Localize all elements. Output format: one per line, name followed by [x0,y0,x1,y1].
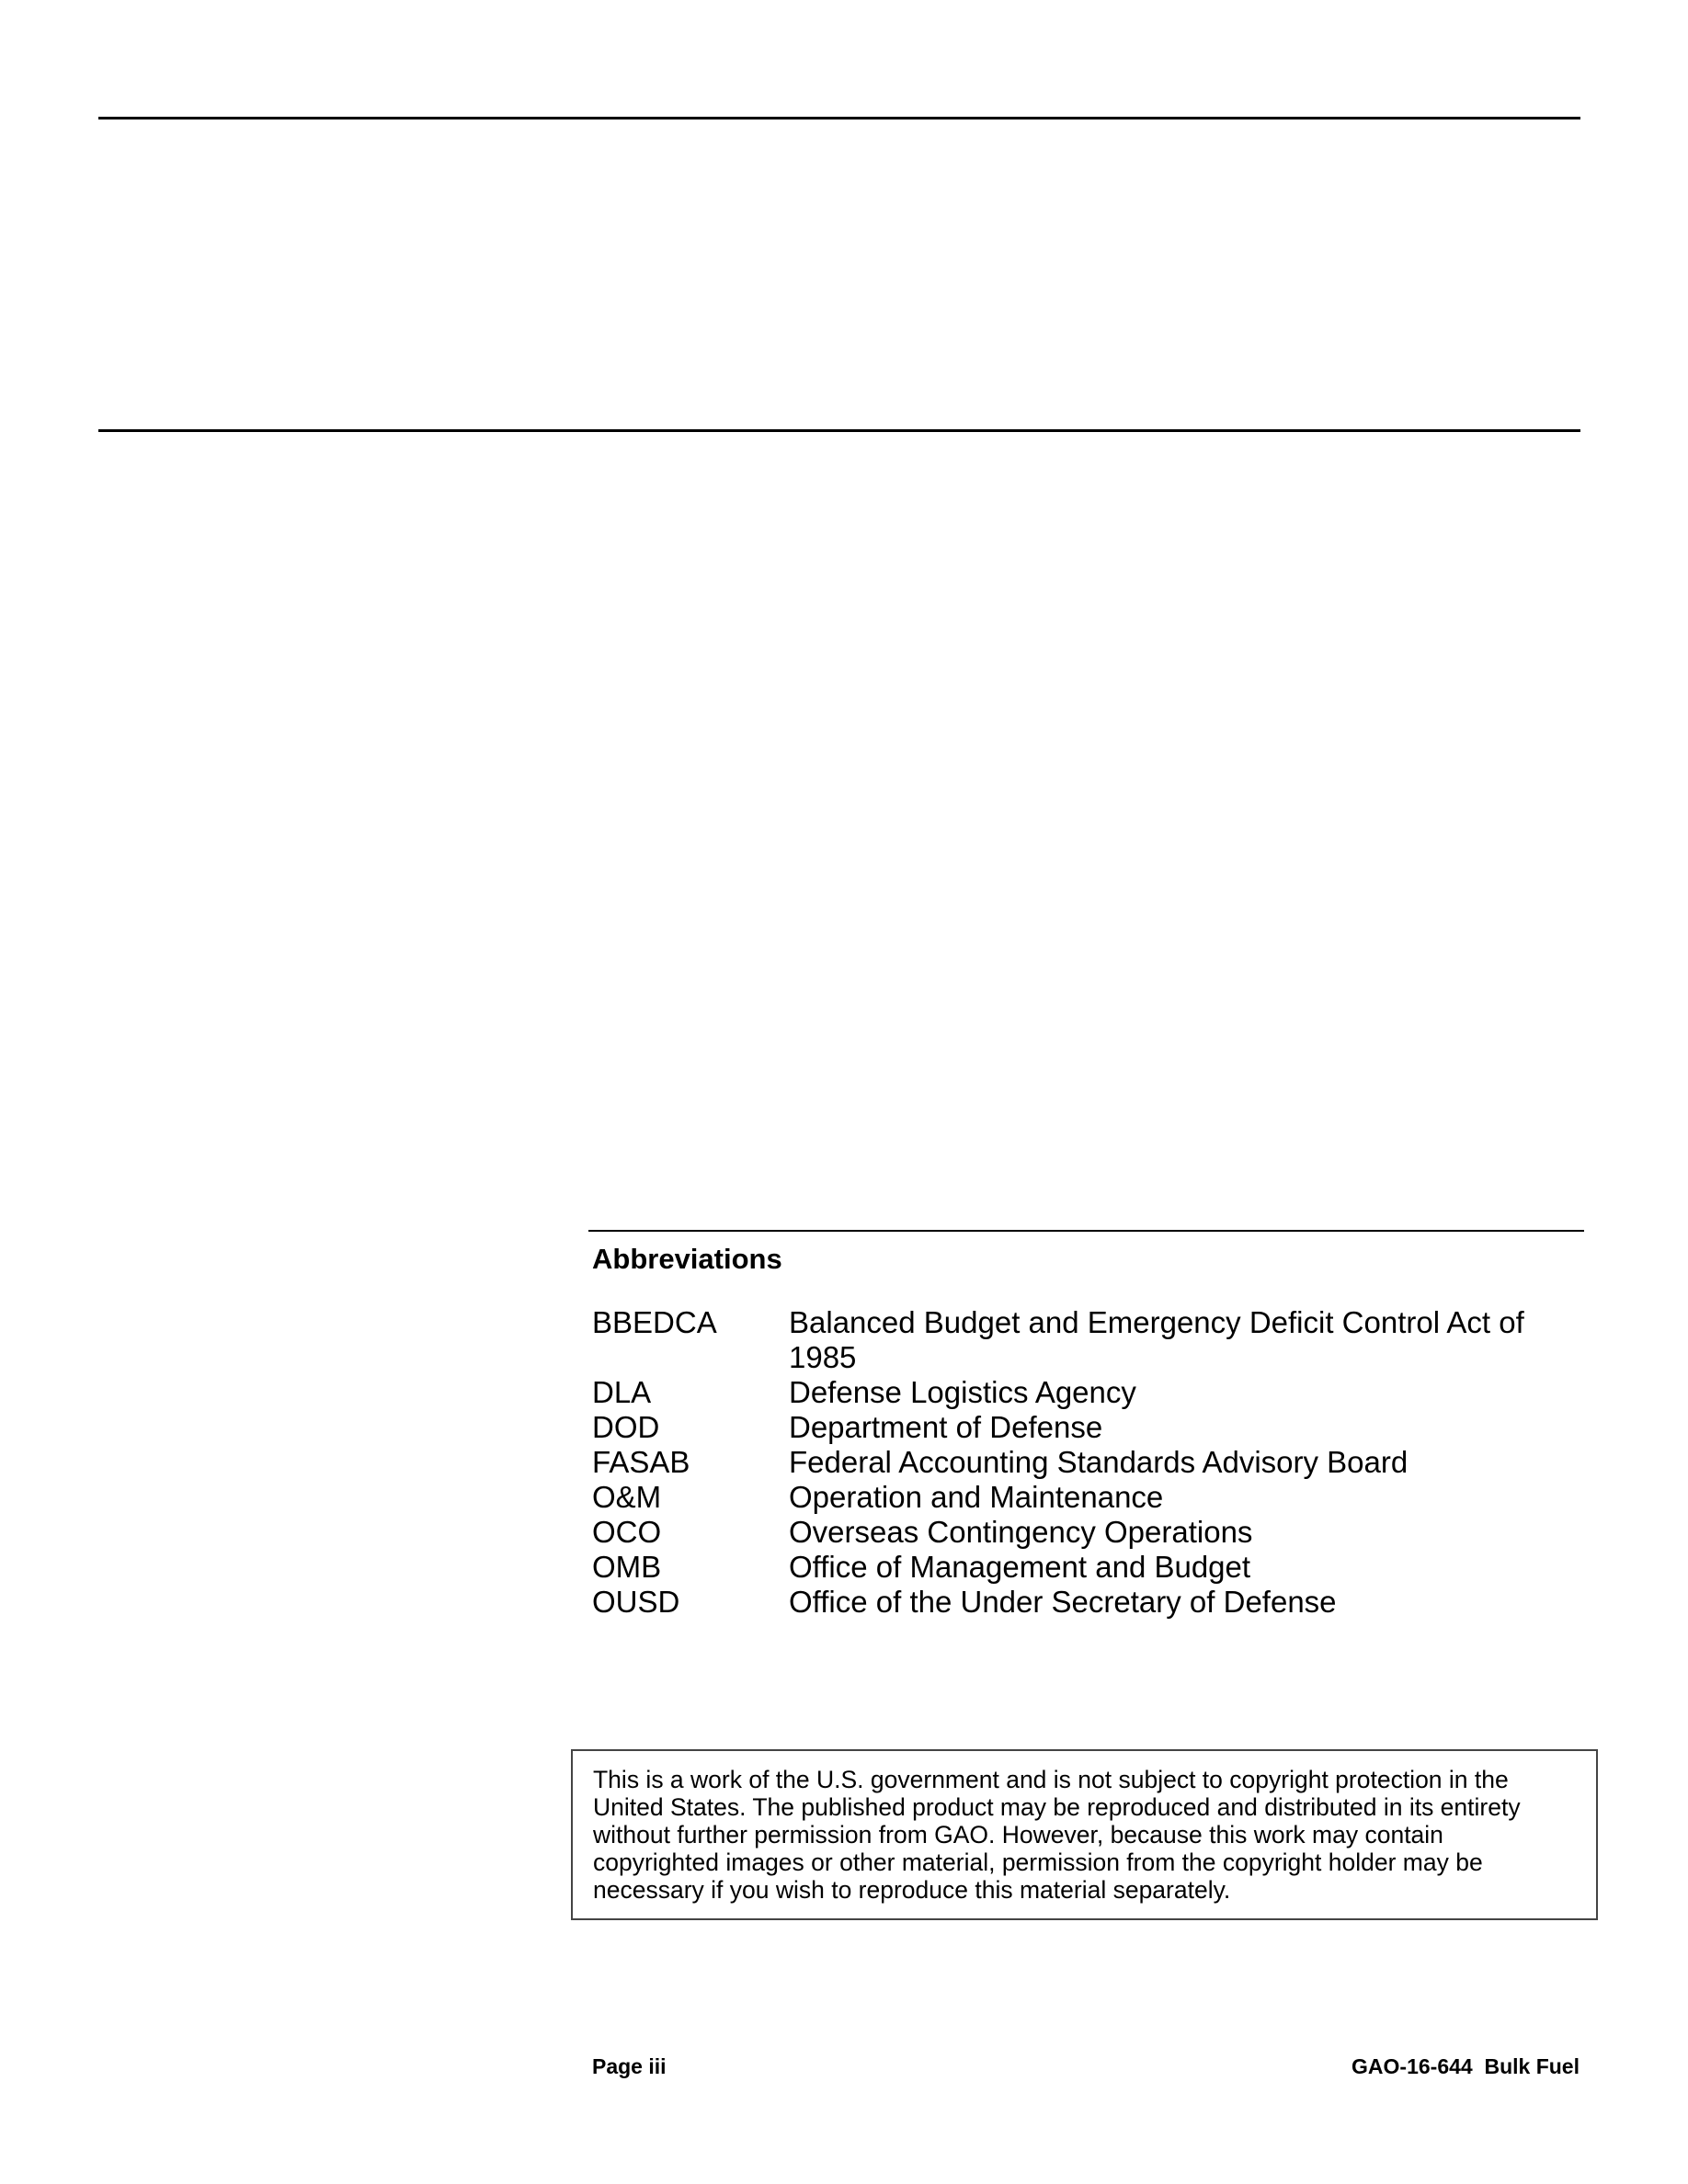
abbreviation-row [592,1585,1585,1620]
abbreviation-term: O&M [592,1480,662,1514]
abbreviation-row [592,1445,1585,1480]
abbreviation-definition: Office of the Under Secretary of Defense [789,1585,1337,1619]
abbreviation-definition: Department of Defense [789,1410,1103,1444]
abbreviations-section [588,1230,1584,1619]
abbreviations-list [592,1305,1585,1620]
second-horizontal-rule [98,429,1580,432]
abbreviation-definition: Defense Logistics Agency [789,1375,1136,1409]
abbreviation-row [592,1550,1585,1585]
abbreviation-row [592,1410,1585,1445]
abbreviation-term: DLA [592,1375,652,1409]
abbreviation-row [592,1515,1585,1550]
abbreviation-term: OUSD [592,1585,680,1619]
abbreviation-term: OCO [592,1515,662,1549]
abbreviation-term: DOD [592,1410,660,1444]
copyright-notice-box [571,1749,1598,1920]
abbreviation-term: FASAB [592,1445,690,1479]
abbreviations-heading: Abbreviations [592,1243,782,1275]
abbreviation-term: OMB [592,1550,662,1584]
abbreviation-definition: Office of Management and Budget [789,1550,1251,1584]
report-identifier: GAO-16-644 Bulk Fuel [1352,2054,1580,2078]
abbreviation-definition: Overseas Contingency Operations [789,1515,1253,1549]
abbreviation-term: BBEDCA [592,1305,717,1339]
page-number: Page iii [592,2054,667,2078]
top-horizontal-rule [98,117,1580,119]
abbreviation-row [592,1480,1585,1515]
abbreviation-definition: Federal Accounting Standards Advisory Board [789,1445,1409,1479]
abbreviation-row [592,1305,1585,1375]
abbreviation-row [592,1375,1585,1410]
copyright-notice-text: This is a work of the U.S. government and is not subject to copyright protection in the United States. The published product may be reproduced and distributed in its entirety without further permission from GAO. However, because this work may contain copyrighted images or other material, permission from the copyright holder may be necessary if you wish to reproduce this material separately. [593,1766,1521,1904]
abbreviation-definition: Operation and Maintenance [789,1480,1164,1514]
abbreviation-definition: Balanced Budget and Emergency Deficit Control Act of 1985 [789,1305,1524,1374]
